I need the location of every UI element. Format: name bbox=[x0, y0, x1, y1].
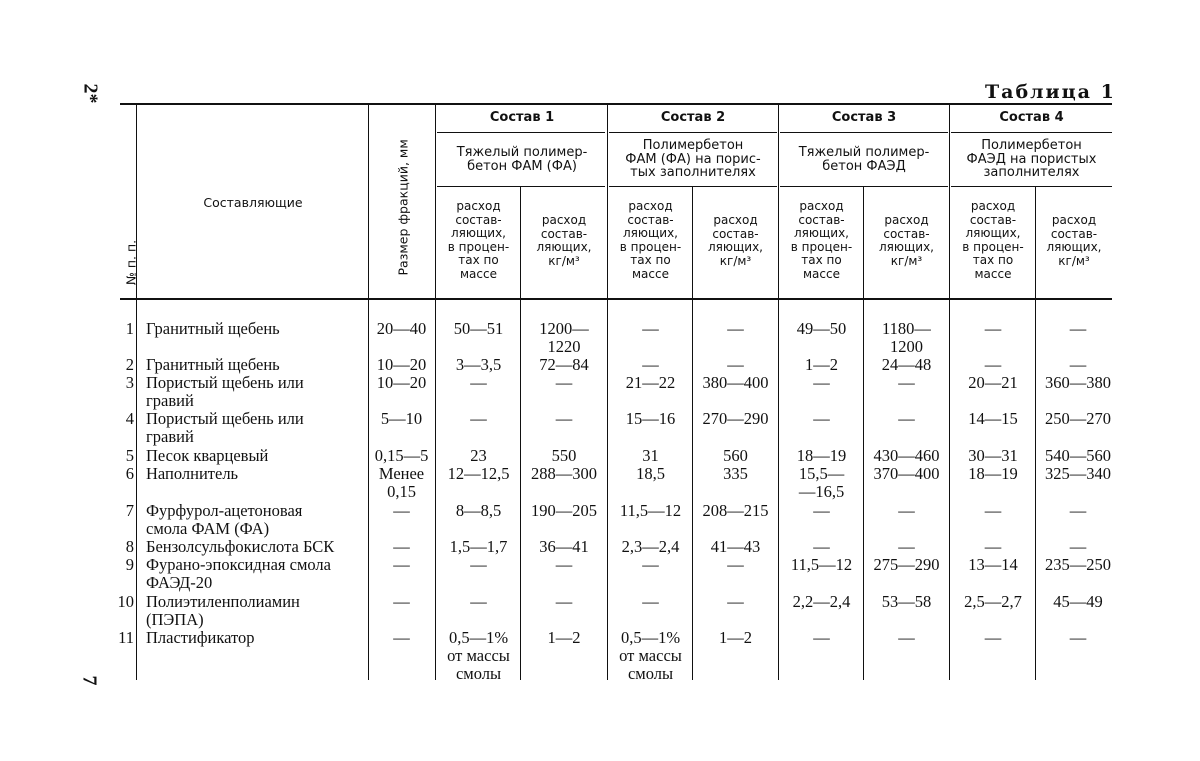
component-name: (ПЭПА) bbox=[146, 610, 204, 629]
value-c2k: 1—2 bbox=[719, 628, 752, 647]
component-name: ФАЭД-20 bbox=[146, 573, 213, 592]
value-c1p: — bbox=[470, 592, 487, 611]
value-c4p: 14—15 bbox=[968, 409, 1018, 428]
fraction-size: Менее bbox=[378, 464, 425, 483]
group-2-title: Состав 2 bbox=[660, 110, 726, 125]
value-c1k: 72—84 bbox=[539, 355, 589, 374]
table-top-rule bbox=[120, 103, 1112, 105]
value-c4p: 18—19 bbox=[968, 464, 1018, 483]
value-c1k: 36—41 bbox=[539, 537, 589, 556]
value-c2k: — bbox=[727, 319, 744, 338]
value-c2p: смолы bbox=[627, 664, 674, 683]
group-rule-1 bbox=[437, 132, 605, 133]
c4-kg-header: расход состав- ляющих, кг/м³ bbox=[1046, 213, 1102, 268]
page-number: 7 bbox=[78, 675, 101, 686]
row-number: 6 bbox=[125, 464, 134, 483]
row-number: 2 bbox=[125, 355, 134, 374]
value-c1k: 190—205 bbox=[531, 501, 597, 520]
value-c2p: 11,5—12 bbox=[619, 501, 682, 520]
value-c2p: — bbox=[642, 555, 659, 574]
group-1-title: Состав 1 bbox=[489, 110, 555, 125]
value-c2k: 335 bbox=[723, 464, 748, 483]
col-rule-7 bbox=[778, 104, 779, 680]
group-3-title: Состав 3 bbox=[831, 110, 897, 125]
component-name: гравий bbox=[146, 391, 194, 410]
value-c2k: — bbox=[727, 592, 744, 611]
c3-kg-header: расход состав- ляющих, кг/м³ bbox=[878, 213, 934, 268]
value-c3p: —16,5 bbox=[798, 482, 845, 501]
value-c3k: 24—48 bbox=[881, 355, 932, 374]
c1-pct-header: расход состав- ляющих, в процен- тах по массе bbox=[447, 199, 510, 281]
fraction-size: — bbox=[393, 628, 410, 647]
fraction-size: 10—20 bbox=[376, 373, 427, 392]
value-c3p: 15,5— bbox=[798, 464, 845, 483]
col-rule-5 bbox=[607, 104, 608, 680]
value-c2k: 208—215 bbox=[702, 501, 769, 520]
value-c3p: — bbox=[813, 628, 830, 647]
fraction-size: 20—40 bbox=[376, 319, 427, 338]
value-c1p: 12—12,5 bbox=[447, 464, 510, 483]
value-c4p: 2,5—2,7 bbox=[964, 592, 1022, 611]
component-name: Песок кварцевый bbox=[146, 446, 269, 465]
value-c2k: — bbox=[727, 355, 744, 374]
value-c4k: 235—250 bbox=[1045, 555, 1111, 574]
value-c2p: 31 bbox=[642, 446, 659, 465]
value-c3k: 53—58 bbox=[881, 592, 932, 611]
row-number: 8 bbox=[125, 537, 134, 556]
component-name: Наполнитель bbox=[146, 464, 239, 483]
value-c3k: — bbox=[898, 409, 915, 428]
row-number: 11 bbox=[118, 628, 134, 647]
subgroup-rule-1 bbox=[437, 186, 605, 187]
row-number: 3 bbox=[125, 373, 134, 392]
component-name: Пластификатор bbox=[146, 628, 255, 647]
group-2-subtitle: Полимербетон ФАМ (ФА) на порис- тых заполнителях bbox=[625, 138, 761, 180]
value-c1k: — bbox=[555, 555, 573, 574]
group-rule-3 bbox=[780, 132, 948, 133]
col-rule-3 bbox=[435, 104, 436, 680]
value-c4p: 30—31 bbox=[968, 446, 1018, 465]
value-c3p: 11,5—12 bbox=[790, 555, 853, 574]
component-name: Пористый щебень или bbox=[146, 373, 304, 392]
component-name: Гранитный щебень bbox=[146, 319, 280, 338]
value-c2k: — bbox=[727, 555, 744, 574]
value-c3k: 370—400 bbox=[873, 464, 940, 483]
fraction-size: 0,15—5 bbox=[374, 446, 429, 465]
value-c4p: — bbox=[984, 537, 1002, 556]
c2-kg-header: расход состав- ляющих, кг/м³ bbox=[707, 213, 763, 268]
value-c4k: 540—560 bbox=[1045, 446, 1111, 465]
value-c4k: 250—270 bbox=[1045, 409, 1111, 428]
group-3-subtitle: Тяжелый полимер- бетон ФАЭД bbox=[798, 145, 930, 174]
col-header-size: Размер фракций, мм bbox=[395, 139, 411, 276]
component-name: Полиэтиленполиамин bbox=[146, 592, 300, 611]
value-c1k: — bbox=[555, 373, 573, 392]
fraction-size: 5—10 bbox=[380, 409, 423, 428]
value-c1p: — bbox=[470, 373, 487, 392]
group-4-subtitle: Полимербетон ФАЭД на пористых заполнителях bbox=[966, 138, 1097, 180]
value-c2p: — bbox=[642, 592, 659, 611]
value-c4k: 45—49 bbox=[1053, 592, 1103, 611]
value-c4p: — bbox=[984, 501, 1002, 520]
subgroup-rule-4 bbox=[951, 186, 1112, 187]
fraction-size: — bbox=[393, 537, 410, 556]
value-c1k: 1220 bbox=[547, 337, 581, 356]
value-c3k: — bbox=[898, 501, 915, 520]
value-c2p: 15—16 bbox=[625, 409, 676, 428]
value-c3k: — bbox=[898, 373, 915, 392]
value-c3k: 1180— bbox=[882, 319, 931, 338]
c4-pct-header: расход состав- ляющих, в процен- тах по массе bbox=[962, 199, 1024, 281]
corner-mark: 2* bbox=[79, 83, 102, 104]
row-number: 5 bbox=[125, 446, 134, 465]
value-c2p: — bbox=[642, 319, 659, 338]
value-c2p: 18,5 bbox=[636, 464, 665, 483]
value-c2p: от массы bbox=[619, 646, 682, 665]
component-name: Пористый щебень или bbox=[146, 409, 304, 428]
group-4-title: Состав 4 bbox=[999, 110, 1064, 125]
component-name: Фурано-эпоксидная смола bbox=[146, 555, 331, 574]
value-c1p: 0,5—1% bbox=[448, 628, 509, 647]
value-c1p: — bbox=[470, 555, 487, 574]
value-c4k: 325—340 bbox=[1045, 464, 1111, 483]
value-c3k: — bbox=[898, 628, 915, 647]
header-bottom-rule bbox=[120, 298, 1112, 300]
value-c3p: — bbox=[813, 409, 830, 428]
value-c2k: 380—400 bbox=[702, 373, 769, 392]
value-c1k: 288—300 bbox=[531, 464, 597, 483]
value-c4k: — bbox=[1069, 319, 1087, 338]
value-c4k: — bbox=[1069, 537, 1087, 556]
col-rule-1 bbox=[136, 104, 137, 680]
value-c3p: 49—50 bbox=[796, 319, 847, 338]
value-c2k: 41—43 bbox=[710, 537, 761, 556]
value-c1p: 50—51 bbox=[453, 319, 504, 338]
value-c2k: 560 bbox=[723, 446, 748, 465]
value-c1p: смолы bbox=[455, 664, 502, 683]
value-c1k: 1200— bbox=[539, 319, 589, 338]
value-c1p: — bbox=[470, 409, 487, 428]
component-name: Фурфурол-ацетоновая bbox=[146, 501, 303, 520]
value-c3p: — bbox=[813, 537, 830, 556]
value-c4k: 360—380 bbox=[1045, 373, 1111, 392]
fraction-size: — bbox=[393, 592, 410, 611]
row-number: 7 bbox=[125, 501, 134, 520]
col-header-component: Составляющие bbox=[203, 195, 303, 210]
value-c4p: 20—21 bbox=[968, 373, 1018, 392]
col-rule-9 bbox=[949, 104, 950, 680]
value-c3k: 1200 bbox=[890, 337, 923, 356]
value-c2p: 0,5—1% bbox=[620, 628, 681, 647]
subgroup-rule-3 bbox=[780, 186, 948, 187]
row-number: 1 bbox=[125, 319, 134, 338]
value-c4k: — bbox=[1069, 628, 1087, 647]
value-c3p: 18—19 bbox=[796, 446, 847, 465]
value-c1p: от массы bbox=[447, 646, 510, 665]
value-c3p: — bbox=[813, 373, 830, 392]
value-c1p: 3—3,5 bbox=[455, 355, 502, 374]
value-c4k: — bbox=[1069, 501, 1087, 520]
component-name: Бензолсульфокислота БСК bbox=[146, 537, 335, 556]
c2-pct-header: расход состав- ляющих, в процен- тах по массе bbox=[619, 199, 682, 281]
value-c3p: 2,2—2,4 bbox=[792, 592, 851, 611]
fraction-size: — bbox=[393, 501, 410, 520]
table-title: Таблица 1 bbox=[985, 81, 1116, 103]
c1-kg-header: расход состав- ляющих, кг/м³ bbox=[536, 213, 592, 268]
value-c3k: 275—290 bbox=[873, 555, 940, 574]
value-c3p: 1—2 bbox=[805, 355, 838, 374]
fraction-size: 10—20 bbox=[376, 355, 427, 374]
fraction-size: 0,15 bbox=[387, 482, 416, 501]
value-c4p: — bbox=[984, 355, 1002, 374]
value-c1k: 550 bbox=[551, 446, 577, 465]
c3-pct-header: расход состав- ляющих, в процен- тах по массе bbox=[790, 199, 853, 281]
value-c1p: 1,5—1,7 bbox=[449, 537, 508, 556]
group-rule-4 bbox=[951, 132, 1112, 133]
value-c4p: — bbox=[984, 628, 1002, 647]
group-rule-2 bbox=[609, 132, 777, 133]
value-c2p: 2,3—2,4 bbox=[621, 537, 680, 556]
value-c4k: — bbox=[1069, 355, 1087, 374]
value-c1k: — bbox=[555, 409, 573, 428]
component-name: гравий bbox=[146, 427, 194, 446]
value-c3p: — bbox=[813, 501, 830, 520]
row-number: 4 bbox=[125, 409, 134, 428]
component-name: Гранитный щебень bbox=[146, 355, 280, 374]
value-c4p: 13—14 bbox=[968, 555, 1018, 574]
value-c4p: — bbox=[984, 319, 1002, 338]
value-c1k: 1—2 bbox=[547, 628, 581, 647]
value-c2p: 21—22 bbox=[625, 373, 676, 392]
value-c1p: 23 bbox=[470, 446, 487, 465]
value-c3k: 430—460 bbox=[873, 446, 940, 465]
value-c2k: 270—290 bbox=[702, 409, 769, 428]
row-number: 9 bbox=[125, 555, 134, 574]
row-number: 10 bbox=[117, 592, 134, 611]
component-name: смола ФАМ (ФА) bbox=[146, 519, 270, 538]
value-c3k: — bbox=[898, 537, 915, 556]
value-c2p: — bbox=[642, 355, 659, 374]
fraction-size: — bbox=[393, 555, 410, 574]
group-1-subtitle: Тяжелый полимер- бетон ФАМ (ФА) bbox=[456, 145, 588, 174]
subgroup-rule-2 bbox=[609, 186, 777, 187]
col-header-number: № п. п. bbox=[123, 239, 139, 286]
value-c1p: 8—8,5 bbox=[455, 501, 502, 520]
value-c1k: — bbox=[555, 592, 573, 611]
